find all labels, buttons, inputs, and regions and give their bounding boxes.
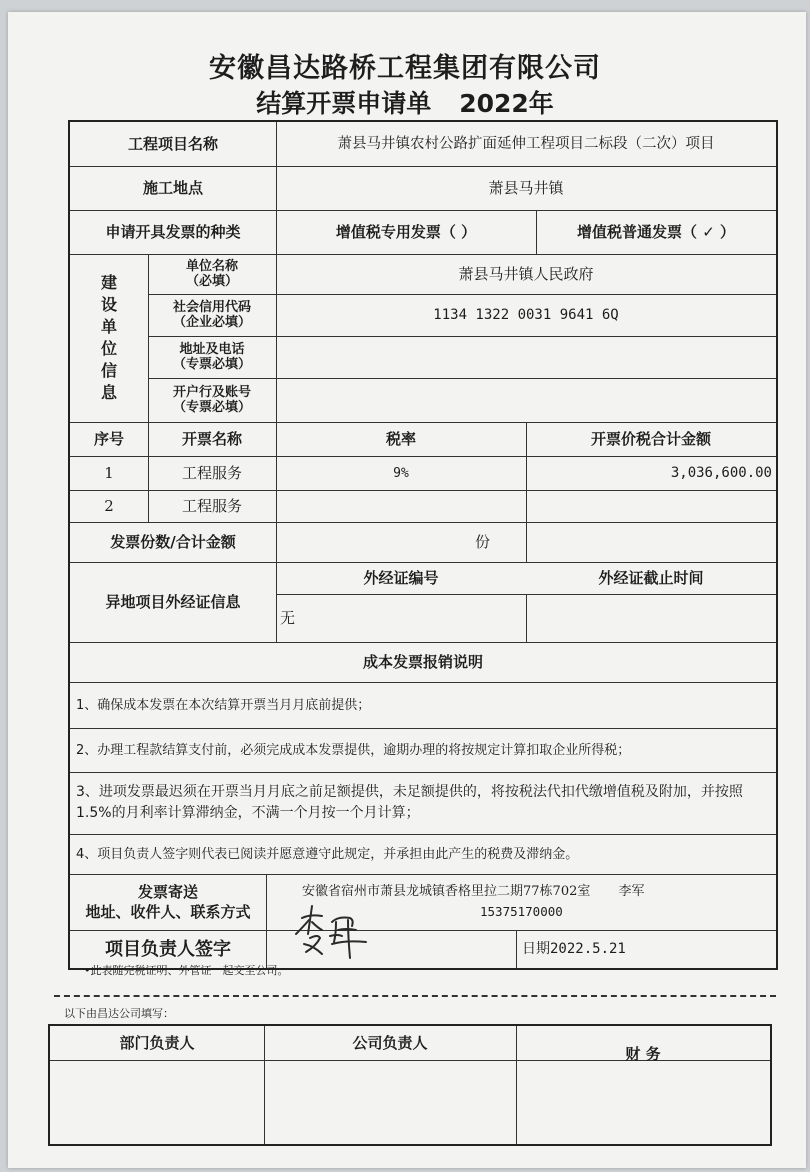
copies-unit: 份 <box>474 532 490 551</box>
external-cert-number-label: 外经证编号 <box>363 568 439 587</box>
table-row-1-amount: 3,036,600.00 <box>670 464 772 481</box>
note-item-4: 4、项目负责人签字则代表已阅读并愿意遵守此规定，并承担由此产生的税费及滞纳金。 <box>76 846 579 862</box>
dept-head-header: 部门负责人 <box>119 1033 195 1052</box>
project-name-label: 工程项目名称 <box>127 134 218 153</box>
unit-name-label: 单位名称 <box>185 259 238 274</box>
handwritten-signature <box>292 900 382 962</box>
unit-name-note: （必填） <box>185 274 238 289</box>
totals-amount <box>526 522 776 562</box>
bank-account-label: 开户行及账号 <box>172 385 251 400</box>
form-title-text: 结算开票申请单 <box>256 89 432 118</box>
company-head-header: 公司负责人 <box>352 1033 428 1052</box>
mailing-label-line1: 发票寄送 <box>137 883 198 901</box>
tax-rate-header: 税率 <box>385 429 416 448</box>
note-item-1: 1、确保成本发票在本次结算开票当月月底前提供； <box>76 697 371 713</box>
address-phone-note: （专票必填） <box>172 357 251 372</box>
totals-label: 发票份数/合计金额 <box>110 532 236 551</box>
external-cert-number-value: 无 <box>280 608 296 627</box>
table-row-2-tax-rate <box>276 490 526 522</box>
table-row-2-amount <box>526 490 776 522</box>
note-item-3: 3、进项发票最迟须在开票当月月底之前足额提供，未足额提供的，将按税法代扣代缴增值税及附加，并按照1.5%的月利率计算滞纳金，不满一个月按一个月计算； <box>76 784 743 821</box>
vat-normal-invoice-option: 增值税普通发票（ ✓ ） <box>576 222 735 241</box>
address-phone-value <box>276 336 776 378</box>
unit-name-value: 萧县马井镇人民政府 <box>458 264 594 283</box>
address-phone-label-cell <box>148 336 276 378</box>
company-fill-section-label: 以下由昌达公司填写： <box>64 1007 174 1020</box>
builder-info-section-label: 建设单位信息 <box>100 273 117 402</box>
bank-account-label-cell <box>148 378 276 422</box>
table-row-1-name: 工程服务 <box>181 463 242 482</box>
seq-header: 序号 <box>93 429 124 448</box>
mailing-recipient: 李军 <box>618 884 645 899</box>
mailing-address-line <box>302 882 645 902</box>
amount-header: 开票价税合计金额 <box>590 429 711 448</box>
notes-title: 成本发票报销说明 <box>362 652 483 671</box>
note-item-2: 2、办理工程款结算支付前，必须完成成本发票提供，逾期办理的将按规定计算扣取企业所得税； <box>76 742 631 758</box>
table-row-1-tax-rate: 9% <box>393 465 409 481</box>
credit-code-label-cell <box>148 294 276 336</box>
credit-code-value: 1134 1322 0031 9641 6Q <box>433 306 619 323</box>
mailing-phone: 15375170000 <box>480 904 563 919</box>
address-phone-label: 地址及电话 <box>179 342 245 357</box>
form-title <box>0 84 810 120</box>
table-row-2-seq: 2 <box>104 496 114 515</box>
credit-code-note: （企业必填） <box>172 315 251 330</box>
external-cert-label: 异地项目外经证信息 <box>105 592 241 611</box>
form-year: 2022年 <box>459 89 554 118</box>
table-row-1-seq: 1 <box>104 463 114 482</box>
credit-code-label: 社会信用代码 <box>172 300 251 315</box>
external-cert-deadline-label: 外经证截止时间 <box>598 568 704 587</box>
mailing-address: 安徽省宿州市萧县龙城镇香格里拉二期77栋702室 <box>302 884 591 899</box>
vat-special-invoice-option: 增值税专用发票（ ） <box>335 222 477 241</box>
invoice-type-label: 申请开具发票的种类 <box>105 222 241 241</box>
settlement-form-table <box>68 120 778 970</box>
table-row-2-name: 工程服务 <box>181 496 242 515</box>
project-name-value: 萧县马井镇农村公路扩面延伸工程项目二标段（二次）项目 <box>337 135 715 152</box>
company-name: 安徽昌达路桥工程集团有限公司 <box>209 53 601 84</box>
site-value: 萧县马井镇 <box>488 178 564 197</box>
unit-name-label-cell <box>148 254 276 294</box>
bank-account-note: （专票必填） <box>172 400 251 415</box>
external-cert-deadline-value <box>526 594 776 642</box>
signature-date: 日期2022.5.21 <box>522 940 626 957</box>
mailing-label-line2: 地址、收件人、联系方式 <box>85 903 251 921</box>
invoice-name-header: 开票名称 <box>181 429 242 448</box>
site-label: 施工地点 <box>142 178 203 197</box>
mailing-label-cell <box>70 874 266 930</box>
cut-line-divider <box>54 995 776 997</box>
approval-table <box>48 1024 772 1146</box>
bank-account-value <box>276 378 776 422</box>
attachment-footnote: •此表随完税证明、外管证一起交至公司。 <box>84 964 289 977</box>
finance-header: 财 务 <box>625 1044 661 1063</box>
signer-label: 项目负责人签字 <box>105 938 231 960</box>
